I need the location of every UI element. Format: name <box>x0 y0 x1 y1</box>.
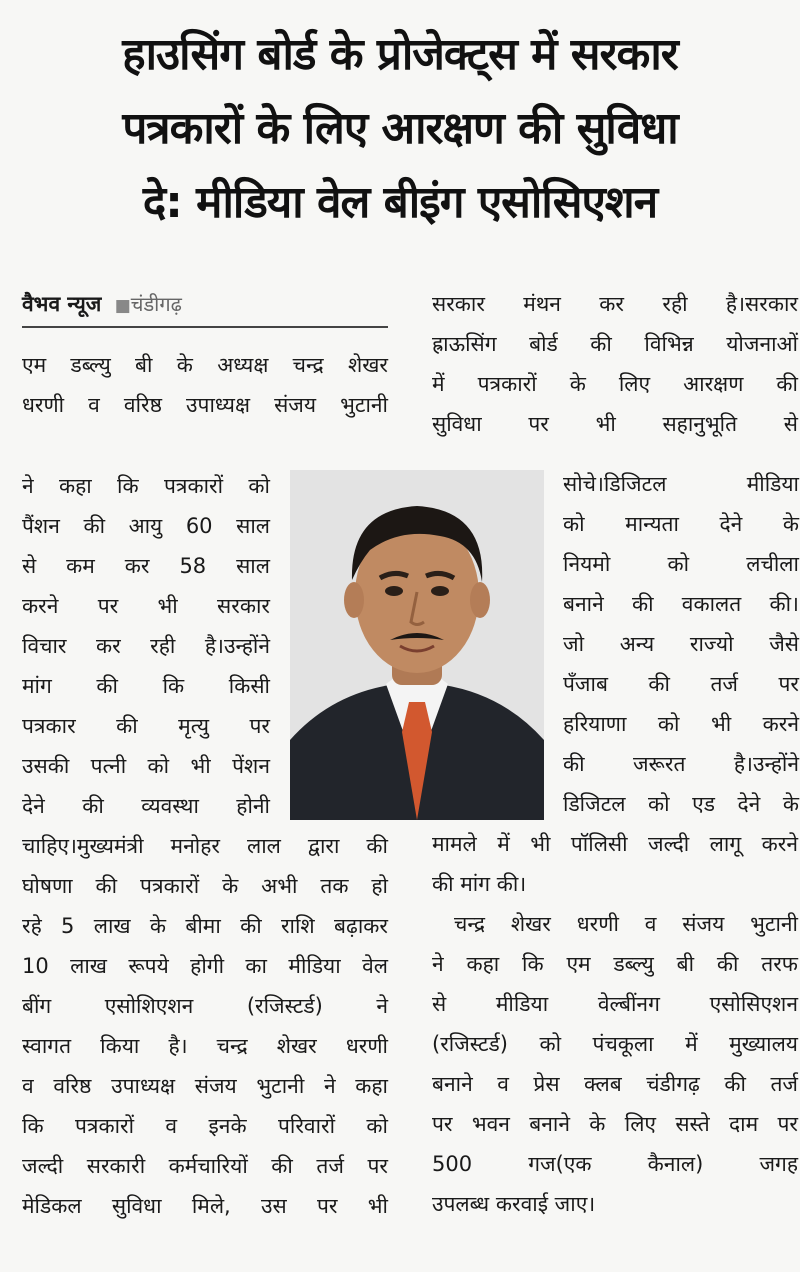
column-right-bottom <box>432 824 798 1224</box>
headline-line: हाउसिंग बोर्ड के प्रोजेक्ट्स में सरकार <box>122 29 678 80</box>
text-line: की जरूरत है।उन्होंने <box>563 752 799 776</box>
column-left-top <box>22 345 388 425</box>
text-line: बींग एसोशिएशन (रजिस्टर्ड) ने <box>22 994 388 1018</box>
text-line: से मीडिया वेल्बींनग एसोसिएशन <box>432 992 798 1016</box>
text-line: पँजाब की तर्ज पर <box>563 672 799 696</box>
text-line: चन्द्र शेखर धरणी व संजय भुटानी <box>454 912 798 936</box>
text-line: (रजिस्टर्ड) को पंचकूला में मुख्यालय <box>432 1032 798 1056</box>
text-line: जो अन्य राज्यो जैसे <box>563 632 799 656</box>
text-line: धरणी व वरिष्ठ उपाध्यक्ष संजय भुटानी <box>22 393 388 417</box>
text-line: उसकी पत्नी को भी पेंशन <box>22 754 270 778</box>
headline-line: दे: मीडिया वेल बीइंग एसोसिएशन <box>142 177 658 228</box>
text-line: की मांग की। <box>432 872 527 896</box>
column-left-mid <box>22 466 270 826</box>
text-line: एम डब्ल्यु बी के अध्यक्ष चन्द्र शेखर <box>22 353 388 377</box>
text-line: हरियाणा को भी करने <box>563 712 799 736</box>
column-left-bottom <box>22 826 388 1226</box>
byline <box>22 290 388 328</box>
text-line: ने कहा कि पत्रकारों को <box>22 474 270 498</box>
text-line: में पत्रकारों के लिए आरक्षण की <box>432 372 798 396</box>
text-line: रहे 5 लाख के बीमा की राशि बढ़ाकर <box>22 914 388 938</box>
text-line: व वरिष्ठ उपाध्यक्ष संजय भुटानी ने कहा <box>22 1074 388 1098</box>
text-line: पर भवन बनाने के लिए सस्ते दाम पर <box>432 1112 798 1136</box>
text-line: बनाने की वकालत की। <box>563 592 799 616</box>
text-line: बनाने व प्रेस क्लब चंडीगढ़ की तर्ज <box>432 1072 798 1096</box>
column-right-top <box>432 284 798 444</box>
byline-separator-icon: ■ <box>114 296 131 316</box>
portrait-illustration <box>290 470 544 820</box>
text-line: जल्दी सरकारी कर्मचारियों की तर्ज पर <box>22 1154 388 1178</box>
text-line: को मान्यता देने के <box>563 512 799 536</box>
text-line: 500 गज(एक कैनाल) जगह <box>432 1152 798 1176</box>
text-line: नियमो को लचीला <box>563 552 799 576</box>
text-line: पत्रकार की मृत्यु पर <box>22 714 270 738</box>
headline <box>20 18 780 240</box>
byline-source: वैभव न्यूज <box>22 292 102 316</box>
headline-line: पत्रकारों के लिए आरक्षण की सुविधा <box>122 103 678 154</box>
text-line: सोचे।डिजिटल मीडिया <box>563 472 799 496</box>
byline-city: चंडीगढ़ <box>130 292 182 316</box>
text-line: से कम कर 58 साल <box>22 554 270 578</box>
text-line: स्वागत किया है। चन्द्र शेखर धरणी <box>22 1034 388 1058</box>
portrait-photo <box>290 470 544 820</box>
text-line: सरकार मंथन कर रही है।सरकार <box>432 292 798 316</box>
text-line: देने की व्यवस्था होनी <box>22 794 270 818</box>
text-line: 10 लाख रूपये होगी का मीडिया वेल <box>22 954 388 978</box>
text-line: चाहिए।मुख्यमंत्री मनोहर लाल द्वारा की <box>22 834 388 858</box>
text-line: कि पत्रकारों व इनके परिवारों को <box>22 1114 388 1138</box>
text-line: घोषणा की पत्रकारों के अभी तक हो <box>22 874 388 898</box>
text-line: मेडिकल सुविधा मिले, उस पर भी <box>22 1194 388 1218</box>
text-line: डिजिटल को एड देने के <box>563 792 799 816</box>
text-line: ने कहा कि एम डब्ल्यु बी की तरफ <box>432 952 798 976</box>
text-line: उपलब्ध करवाई जाए। <box>432 1192 596 1216</box>
text-line: मामले में भी पॉलिसी जल्दी लागू करने <box>432 832 798 856</box>
text-line: पैंशन की आयु 60 साल <box>22 514 270 538</box>
text-line: करने पर भी सरकार <box>22 594 270 618</box>
text-line: सुविधा पर भी सहानुभूति से <box>432 412 798 436</box>
text-line: ह्राऊसिंग बोर्ड की विभिन्न योजनाओं <box>432 332 798 356</box>
text-line: मांग की कि किसी <box>22 674 270 698</box>
text-line: विचार कर रही है।उन्होंने <box>22 634 270 658</box>
column-right-mid <box>563 464 799 824</box>
